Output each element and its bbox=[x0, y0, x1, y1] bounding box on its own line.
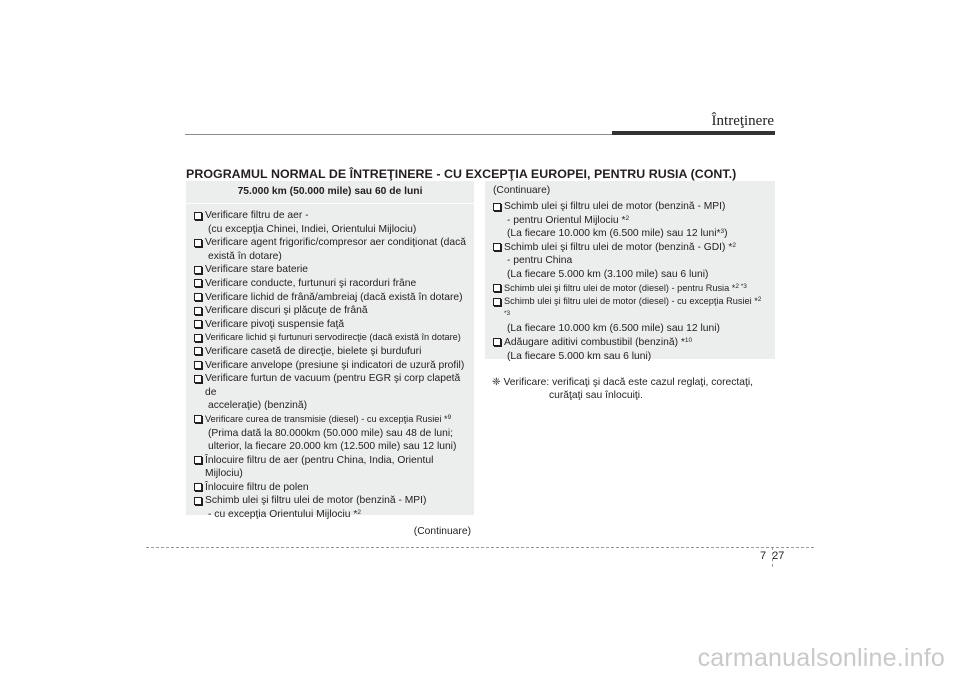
item-text: Verificare anvelope (presiune şi indicatori de uzură profil) bbox=[205, 359, 465, 371]
footnote-mark: 10 bbox=[684, 336, 693, 344]
checkbox-icon bbox=[493, 298, 501, 306]
page-number-value: 27 bbox=[772, 550, 785, 562]
list-item bbox=[194, 277, 468, 291]
item-text: Schimb ulei şi filtru ulei de motor (diesel) - cu excepţia Rusiei * bbox=[504, 296, 758, 307]
checkbox-icon bbox=[493, 203, 501, 211]
list-item bbox=[194, 263, 468, 277]
right-schedule-box bbox=[485, 181, 775, 362]
list-item bbox=[194, 345, 468, 359]
checkbox-icon bbox=[194, 320, 202, 328]
item-subtext: (La fiecare 5.000 km sau 6 luni) bbox=[507, 350, 652, 362]
list-item bbox=[493, 336, 769, 363]
footnote-mark: 2 bbox=[357, 509, 361, 517]
note-line: ❈ Verificare: verificaţi şi dacă este cazul reglaţi, corectaţi, bbox=[492, 377, 754, 388]
checkbox-icon bbox=[194, 415, 202, 423]
item-text: Verificare stare baterie bbox=[205, 264, 309, 276]
item-text: Verificare conducte, furtunuri şi racorduri frâne bbox=[205, 277, 417, 289]
header-rule-accent bbox=[612, 131, 775, 135]
checkbox-icon bbox=[194, 456, 202, 464]
list-item bbox=[493, 241, 769, 282]
checkbox-icon bbox=[194, 497, 202, 505]
checkbox-icon bbox=[493, 338, 501, 346]
list-item bbox=[493, 200, 769, 241]
list-item bbox=[194, 304, 468, 318]
item-text: Verificare agent frigorific/compresor aer condiţionat (dacă bbox=[205, 237, 466, 249]
item-text: Verificare discuri şi plăcuţe de frână bbox=[205, 305, 368, 317]
checkbox-icon bbox=[194, 361, 202, 369]
item-text: Verificare furtun de vacuum (pentru EGR şi corp clapetă de bbox=[205, 373, 461, 398]
checkbox-icon bbox=[194, 347, 202, 355]
interval-title: 75.000 km (50.000 mile) sau 60 de luni bbox=[186, 181, 474, 204]
checkbox-icon bbox=[194, 239, 202, 247]
checkbox-icon bbox=[493, 243, 501, 251]
verification-note bbox=[492, 376, 775, 403]
item-text: Schimb ulei şi filtru ulei de motor (benzină - MPI) bbox=[205, 495, 427, 507]
list-item bbox=[194, 291, 468, 305]
item-subtext bbox=[205, 508, 468, 522]
item-subtext-text: - pentru Orientul Mijlociu * bbox=[507, 214, 626, 226]
checkbox-icon bbox=[194, 483, 202, 491]
page-number bbox=[760, 550, 784, 562]
list-item bbox=[194, 209, 468, 236]
checkbox-icon bbox=[194, 307, 202, 315]
item-subtext: (Prima dată la 80.000km (50.000 mile) sau 48 de luni; bbox=[208, 427, 453, 439]
item-subtext: acceleraţie) (benzină) bbox=[208, 400, 308, 412]
main-heading: PROGRAMUL NORMAL DE ÎNTREŢINERE - CU EXCEPŢIA EUROPEI, PENTRU RUSIA (CONT.) bbox=[186, 167, 737, 181]
list-item bbox=[194, 236, 468, 263]
note-line: curăţaţi sau înlocuiţi. bbox=[549, 390, 643, 402]
checkbox-icon bbox=[194, 279, 202, 287]
footnote-mark: 2 bbox=[732, 241, 736, 249]
item-subtext: ulterior, la fiecare 20.000 km (12.500 mile) sau 12 luni) bbox=[208, 441, 457, 453]
item-text: Verificare casetă de direcţie, bielete şi burdufuri bbox=[205, 345, 422, 357]
item-subtext bbox=[504, 214, 769, 228]
item-text: Schimb ulei şi filtru ulei de motor (diesel) - pentru Rusia * bbox=[504, 282, 736, 293]
list-item bbox=[493, 295, 769, 336]
list-item bbox=[194, 372, 468, 413]
footnote-mark: 2 bbox=[625, 214, 630, 222]
item-subtext-text: (La fiecare 10.000 km (6.500 mile) sau 12 luni* bbox=[507, 228, 721, 240]
item-subtext: (La fiecare 5.000 km (3.100 mile) sau 6 luni) bbox=[507, 268, 709, 280]
footnote-mark: 9 bbox=[447, 413, 452, 421]
checkbox-icon bbox=[493, 284, 501, 292]
item-text: Verificare lichid de frână/ambreiaj (dacă există în dotare) bbox=[205, 291, 463, 303]
list-item bbox=[194, 494, 468, 521]
footnote-mark: 2 *3 bbox=[504, 296, 762, 317]
item-subtext bbox=[504, 227, 769, 241]
list-item bbox=[194, 359, 468, 373]
checkbox-icon bbox=[194, 375, 202, 383]
list-item bbox=[194, 413, 468, 454]
list-item bbox=[194, 454, 468, 481]
footer-rule bbox=[146, 547, 814, 548]
right-item-list bbox=[485, 200, 775, 363]
list-item bbox=[194, 318, 468, 332]
footnote-mark: 2 *3 bbox=[735, 282, 747, 290]
item-subtext: - pentru China bbox=[507, 255, 573, 267]
continued-label: (Continuare) bbox=[493, 185, 551, 196]
item-subtext: (cu excepţia Chinei, Indiei, Orientului Mijlociu) bbox=[208, 223, 417, 235]
item-text: Adăugare aditivi combustibil (benzină) * bbox=[504, 336, 685, 348]
section-title: Întreţinere bbox=[711, 113, 774, 129]
item-subtext: există în dotare) bbox=[208, 250, 282, 262]
item-text: Schimb ulei şi filtru ulei de motor (benzină - GDI) * bbox=[504, 241, 733, 253]
item-text: Verificare lichid şi furtunuri servodirecţie (dacă există în dotare) bbox=[205, 332, 461, 343]
continued-label: (Continuare) bbox=[413, 525, 471, 537]
checkbox-icon bbox=[194, 293, 202, 301]
checkbox-icon bbox=[194, 266, 202, 274]
left-schedule-box bbox=[186, 181, 474, 537]
chapter-number: 7 bbox=[760, 550, 767, 562]
item-subtext-text: - cu excepţia Orientului Mijlociu * bbox=[208, 509, 358, 521]
item-text: Înlocuire filtru de aer (pentru China, India, Orientul Mijlociu) bbox=[205, 454, 434, 480]
item-text: Înlocuire filtru de polen bbox=[205, 481, 309, 493]
item-text: Verificare pivoţi suspensie faţă bbox=[205, 318, 345, 330]
item-text: Verificare curea de transmisie (diesel) - cu excepţia Rusiei * bbox=[205, 413, 448, 424]
item-text: Schimb ulei şi filtru ulei de motor (benzină - MPI) bbox=[504, 201, 726, 212]
list-item bbox=[493, 282, 769, 296]
checkbox-icon bbox=[194, 334, 202, 342]
checkbox-icon bbox=[194, 212, 202, 220]
item-subtext-tail: ) bbox=[724, 228, 728, 240]
footnote-mark: 3 bbox=[720, 228, 725, 236]
item-text: Verificare filtru de aer - bbox=[205, 210, 309, 221]
list-item bbox=[194, 331, 468, 345]
list-item bbox=[194, 481, 468, 495]
left-item-list bbox=[186, 209, 474, 522]
watermark: carmanualsonline.info bbox=[697, 644, 945, 672]
item-subtext: (La fiecare 10.000 km (6.500 mile) sau 12 luni) bbox=[507, 323, 720, 335]
